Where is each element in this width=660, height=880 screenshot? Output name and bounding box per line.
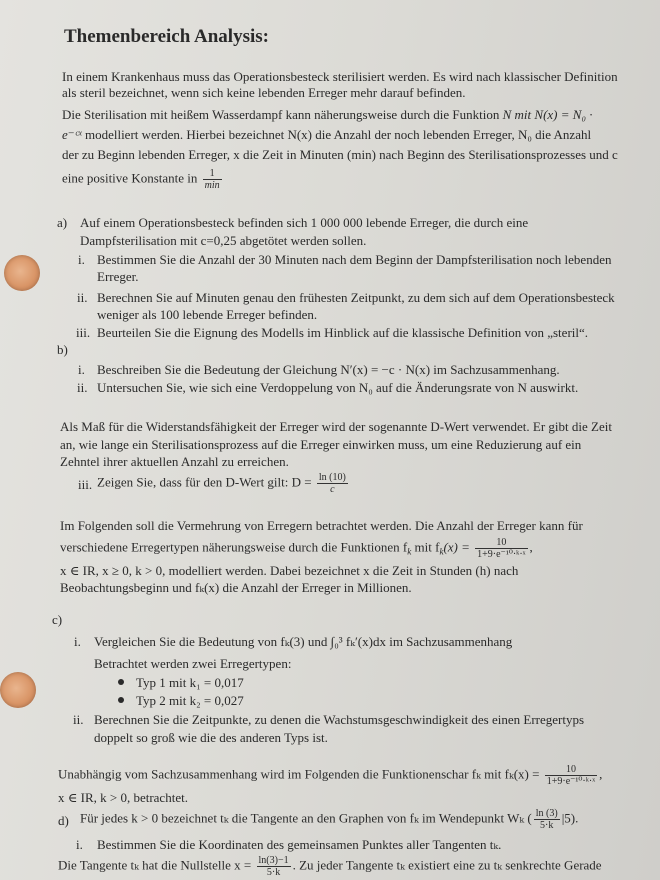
- d-pre-fraction-num: 10: [545, 764, 597, 776]
- dwert-iii-line: [97, 472, 350, 495]
- growth-fraction-num: 10: [475, 537, 527, 549]
- dwert-fraction-den: c: [330, 484, 335, 495]
- d-last-post: . Zu jeder Tangente tₖ existiert eine zu tₖ senkrechte Gerade: [292, 857, 602, 873]
- part-c-ii-label: ii.: [73, 712, 84, 727]
- dwert-iii-label: iii.: [78, 477, 93, 492]
- part-a-i-label: i.: [78, 252, 85, 267]
- part-b-i-label: i.: [78, 362, 85, 377]
- d-pre-line-1: Unabhängig vom Sachzusammenhang wird im Folgenden die Funktionenschar fₖ mit fₖ(x) = $\frac{10}{\text{1+9·e⁻¹⁰·ᵏ·ˣ}}$ ,: [58, 764, 603, 787]
- growth-line-2-mid: mit f: [414, 539, 440, 555]
- part-b-ii-label: ii.: [77, 380, 88, 395]
- d-w-fraction: [534, 808, 560, 831]
- growth-line-1: Im Folgenden soll die Vermehrung von Erregern betrachtet werden. Die Anzahl der Erreger kann für: [60, 518, 583, 533]
- model-line-3: der zu Beginn lebenden Erreger, x die Zeit in Minuten (min) nach Beginn des Sterilisationsprozesses und c: [62, 147, 618, 162]
- growth-line-3: x ∈ IR, x ≥ 0, k > 0, modelliert werden. Dabei bezeichnet x die Zeit in Stunden (h) nach: [60, 563, 519, 578]
- model-line-1-text: Die Sterilisation mit heißem Wasserdampf kann näherungsweise durch die Funktion: [62, 107, 500, 122]
- typ-2-text: Typ 2 mit k₂ = 0,027: [136, 693, 244, 708]
- d-last-fraction-num: ln(3)−1: [258, 855, 289, 866]
- part-d-i-label: i.: [76, 837, 83, 852]
- part-b-i-text: Beschreiben Sie die Bedeutung der Gleichung N′(x) = −c · N(x) im Sachzusammenhang.: [97, 362, 560, 377]
- d-pre-fraction-den: 1+9·e⁻¹⁰·ᵏ·ˣ: [546, 776, 596, 787]
- part-d-label: d): [58, 813, 69, 828]
- d-last-fraction-den: 5·k: [266, 867, 281, 878]
- dwert-line-1: Als Maß für die Widerstandsfähigkeit der Erreger wird der sogenannte D-Wert verwendet. Er gibt die Zeit: [60, 419, 612, 434]
- model-line-4-text: eine positive Konstante in: [62, 170, 198, 186]
- d-w-tail: |5).: [561, 810, 579, 826]
- unit-fraction: [203, 168, 222, 191]
- part-a-iii-label: iii.: [76, 325, 91, 340]
- part-a-line-2: Dampfsterilisation mit c=0,25 abgetötet werden sollen.: [80, 233, 367, 248]
- part-c-intro: Betrachtet werden zwei Erregertypen:: [94, 656, 292, 671]
- d-w-fraction-den: 5·k: [540, 820, 554, 831]
- model-line-2-text: modelliert werden. Hierbei bezeichnet N(x) die Anzahl der noch lebenden Erreger, N₀ die Anzahl: [84, 127, 592, 142]
- model-line-1: [62, 106, 592, 123]
- part-c-i-text: Vergleichen Sie die Bedeutung von fₖ(3) und ∫₀³ fₖ′(x)dx im Sachzusammenhang: [94, 634, 513, 649]
- d-last-line: [58, 855, 602, 878]
- typ-1-text: Typ 1 mit k₁ = 0,017: [136, 675, 244, 690]
- model-exp: e⁻ᶜˣ: [62, 127, 82, 142]
- unit-fraction-num: 1: [203, 168, 222, 180]
- growth-line-2-text: verschiedene Erregertypen näherungsweise durch die Funktionen f: [60, 539, 408, 555]
- part-c-ii-line-2: doppelt so groß wie die des anderen Typs ist.: [94, 730, 328, 745]
- part-a-line-1: Auf einem Operationsbesteck befinden sich 1 000 000 lebende Erreger, die durch eine: [80, 215, 529, 230]
- dwert-line-2: an, wie lange ein Sterilisationsprozess auf die Erreger einwirken muss, um eine Reduzierung auf ein: [60, 437, 582, 452]
- model-line-1-math: N mit N(x) = N₀ ·: [502, 107, 593, 122]
- growth-fraction: [475, 537, 527, 560]
- part-c-typ-1: [118, 674, 244, 691]
- part-c-label: c): [52, 612, 63, 627]
- d-last-pre: Die Tangente tₖ hat die Nullstelle x =: [58, 857, 252, 873]
- part-a-label: a): [57, 215, 68, 230]
- part-d-i-text: Bestimmen Sie die Koordinaten des gemeinsamen Punktes aller Tangenten tₖ.: [97, 837, 502, 852]
- growth-line-2-eq: (x) =: [443, 539, 470, 555]
- model-line-2: [62, 126, 591, 143]
- unit-fraction-den: min: [204, 180, 220, 191]
- punch-hole-bottom: [0, 672, 36, 708]
- d-last-fraction: [257, 855, 291, 878]
- dwert-fraction-num: ln (10): [318, 472, 346, 483]
- bullet-icon: [118, 697, 124, 703]
- part-c-typ-2: [118, 692, 244, 709]
- bullet-icon: [118, 679, 124, 685]
- page-title: Themenbereich Analysis:: [64, 26, 269, 47]
- d-w-fraction-num: ln (3): [535, 808, 558, 819]
- model-line-4: [62, 168, 224, 191]
- dwert-fraction: [317, 472, 348, 495]
- part-c-i-label: i.: [74, 634, 81, 649]
- part-a-ii-line-2: weniger als 100 lebende Erreger befinden.: [97, 307, 318, 322]
- part-a-iii-line-1: Beurteilen Sie die Eignung des Modells im Hinblick auf die klassische Definition von „steril“.: [97, 325, 589, 340]
- part-b-ii-text: Untersuchen Sie, wie sich eine Verdoppelung von N₀ auf die Änderungsrate von N auswirkt.: [97, 380, 579, 395]
- intro-line-2: als steril bezeichnet, wenn sich keine lebenden Erreger mehr darauf befinden.: [62, 85, 466, 100]
- part-a-i-line-2: Erreger.: [97, 269, 139, 284]
- part-b-label: b): [57, 342, 68, 357]
- part-a-i-line-1: Bestimmen Sie die Anzahl der 30 Minuten nach dem Beginn der Dampfsterilisation noch lebenden: [97, 252, 612, 267]
- part-a-ii-line-1: Berechnen Sie auf Minuten genau den frühesten Zeitpunkt, zu dem sich auf dem Operationsbesteck: [97, 290, 615, 305]
- part-d-line-1: Für jedes k > 0 bezeichnet tₖ die Tangente an den Graphen von fₖ im Wendepunkt Wₖ ( $\frac{\ln (3)}{5\cdot k}$ |5).: [80, 808, 579, 831]
- growth-line-2: verschiedene Erregertypen näherungsweise durch die Funktionen $f_k$ mit $f_k(x)$ = $\frac{10}{\text{1+9·e⁻¹⁰·ᵏ·ˣ}}$ ,: [60, 537, 533, 560]
- dwert-line-3: Zehntel ihrer aktuellen Anzahl zu erreichen.: [60, 454, 289, 469]
- d-pre-line-1-text: Unabhängig vom Sachzusammenhang wird im Folgenden die Funktionenschar fₖ mit fₖ(x) =: [58, 766, 540, 782]
- part-c-ii-line-1: Berechnen Sie die Zeitpunkte, zu denen die Wachstumsgeschwindigkeit des einen Erregertyps: [94, 712, 585, 727]
- dwert-iii-text: Zeigen Sie, dass für den D-Wert gilt: D =: [97, 474, 312, 490]
- d-pre-fraction: [545, 764, 597, 787]
- punch-hole-top: [4, 255, 40, 291]
- growth-fraction-den: 1+9·e⁻¹⁰·ᵏ·ˣ: [477, 549, 526, 560]
- intro-line-1: In einem Krankenhaus muss das Operationsbesteck sterilisiert werden. Es wird nach klassischer Definition: [62, 69, 618, 84]
- part-a-ii-label: ii.: [77, 290, 88, 305]
- growth-line-4: Beobachtungsbeginn und fₖ(x) die Anzahl der Erreger in Millionen.: [60, 580, 412, 595]
- d-pre-line-2: x ∈ IR, k > 0, betrachtet.: [58, 790, 188, 805]
- part-d-line-1-text: Für jedes k > 0 bezeichnet tₖ die Tangente an den Graphen von fₖ im Wendepunkt Wₖ: [80, 810, 525, 826]
